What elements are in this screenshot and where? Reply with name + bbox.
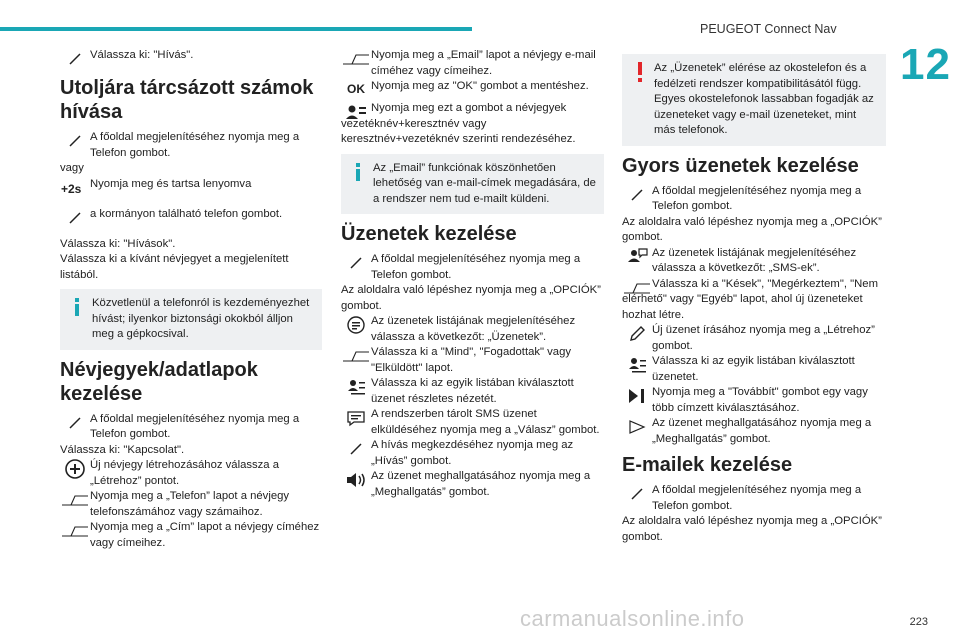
touch-icon xyxy=(622,184,652,206)
plus-circle-icon xyxy=(60,458,90,480)
list-item xyxy=(60,130,322,161)
select-calls-text: Válassza ki: "Hívás". xyxy=(90,49,194,61)
tab-icon xyxy=(60,489,90,511)
speaker-icon xyxy=(341,469,371,491)
touch-icon xyxy=(60,130,90,152)
quick-step-6: Válassza ki az egyik listában kiválasztott üzenetet. xyxy=(652,355,855,383)
contacts-step-5: Nyomja meg a „Cím” lapot a névjegy címéhez vagy címeihez. xyxy=(90,521,320,549)
play-icon xyxy=(622,416,652,438)
recent-step-3: a kormányon található telefon gombot. xyxy=(90,207,283,220)
info-note-text: Az „Email” funkciónak köszönhetően lehetőség van e-mail-címek megadására, de a rendszer nem tud e-mailt küldeni. xyxy=(373,161,596,205)
contacts-step-2: Válassza ki: "Kapcsolat". xyxy=(60,443,185,456)
info-icon xyxy=(348,161,370,183)
warning-note xyxy=(622,54,886,146)
email-mgmt-step-2: Az aloldalra való lépéshez nyomja meg a „OPCIÓK” gombot. xyxy=(622,515,882,543)
recent-step-2: Nyomja meg és tartsa lenyomva xyxy=(90,177,252,190)
list-item xyxy=(60,412,322,443)
contacts-step-1: A főoldal megjelenítéséhez nyomja meg a Telefon gombot. xyxy=(90,412,300,440)
quick-step-2: Az aloldalra való lépéshez nyomja meg a „OPCIÓK” gombot. xyxy=(622,215,882,243)
recent-step-1: A főoldal megjelenítéséhez nyomja meg a Telefon gombot. xyxy=(90,131,300,159)
info-note xyxy=(341,154,604,215)
msgs-step-7: A hívás megkezdéséhez nyomja meg az „Hívás” gombot. xyxy=(371,439,574,467)
msgs-step-3: Az üzenetek listájának megjelenítéséhez válassza a következőt: „Üzenetek”. xyxy=(371,315,576,343)
list-item xyxy=(622,483,886,514)
email-step-3: Nyomja meg ezt a gombot a névjegyek vezetéknév+keresztnév vagy keresztnév+vezetéknév szerinti rendezéséhez. xyxy=(341,102,576,145)
contacts-step-3: Új névjegy létrehozásához válassza a „Létrehoz” pontot. xyxy=(90,459,280,487)
warning-icon xyxy=(629,61,651,83)
list-item xyxy=(341,407,604,438)
detail-view-icon xyxy=(341,376,371,398)
ok-icon: OK xyxy=(347,82,365,97)
info-note xyxy=(60,289,322,350)
contacts-step-4: Nyomja meg a „Telefon” lapot a névjegy telefonszámához vagy számaihoz. xyxy=(90,490,290,518)
msgs-step-4: Válassza ki a "Mind", "Fogadottak" vagy "Elküldött" lapot. xyxy=(371,346,572,374)
list-item xyxy=(341,376,604,407)
quick-step-8: Az üzenet meghallgatásához nyomja meg a „Meghallgatás” gombot. xyxy=(652,417,872,445)
header-accent-bar xyxy=(0,27,472,31)
list-item xyxy=(60,489,322,520)
page-number: 223 xyxy=(909,616,928,628)
recent-step-4: Válassza ki: "Hívások". xyxy=(60,237,176,250)
message-list-icon xyxy=(341,314,371,336)
list-item xyxy=(60,458,322,489)
touch-icon xyxy=(622,483,652,505)
list-item xyxy=(622,385,886,416)
warning-note-text: Az „Üzenetek” elérése az okostelefon és a fedélzeti rendszer kompatibilitásától függ. Egyes okostelefonok lassabban fogadják az üzeneteket vagy e-mail üzeneteket, mint más telefonok. xyxy=(654,62,874,136)
quick-step-4: Válassza ki a "Kések", "Megérkeztem", "Nem elérhető" vagy "Egyéb" lapot, ahol új üzeneteket hozhat létre. xyxy=(622,277,878,321)
heading-contacts: Névjegyek/adatlapok kezelése xyxy=(60,358,258,405)
heading-recent-calls: Utoljára tárcsázott számok hívása xyxy=(60,77,314,123)
forward-icon xyxy=(622,385,652,407)
list-item xyxy=(60,177,322,199)
column-1 xyxy=(60,48,322,551)
touch-icon xyxy=(60,48,90,70)
quick-step-3: Az üzenetek listájának megjelenítéséhez válassza a következőt: „SMS-ek”. xyxy=(652,246,857,274)
list-item xyxy=(60,48,322,70)
watermark: carmanualsonline.info xyxy=(520,606,745,631)
recent-step-5: Válassza ki a kívánt névjegyet a megjelenített listából. xyxy=(60,253,289,281)
quick-step-7: Nyomja meg a "Továbbít" gombot egy vagy több címzett kiválasztásához. xyxy=(652,386,868,414)
list-item xyxy=(341,345,604,376)
sms-icon xyxy=(622,246,652,268)
quick-step-5: Új üzenet írásához nyomja meg a „Létrehoz” gombot. xyxy=(652,324,875,352)
msgs-step-6: A rendszerben tárolt SMS üzenet elküldéséhez nyomja meg a „Válasz” gombot. xyxy=(371,408,600,436)
list-item xyxy=(60,207,322,229)
list-item xyxy=(622,246,886,277)
list-item xyxy=(341,79,604,101)
list-item xyxy=(341,314,604,345)
list-item xyxy=(622,416,886,447)
chapter-number: 12 xyxy=(900,40,951,89)
tab-icon xyxy=(341,48,371,70)
msgs-step-5: Válassza ki az egyik listában kiválasztott üzenet részletes nézetét. xyxy=(371,377,574,405)
column-2 xyxy=(341,48,604,500)
touch-icon xyxy=(341,252,371,274)
touch-icon xyxy=(60,412,90,434)
heading-quick-messages: Gyors üzenetek kezelése xyxy=(622,154,859,177)
list-item xyxy=(341,252,604,283)
tab-icon xyxy=(60,520,90,542)
pencil-icon xyxy=(622,323,652,345)
header-title: PEUGEOT Connect Nav xyxy=(700,22,837,36)
touch-icon xyxy=(60,207,90,229)
msgs-step-8: Az üzenet meghallgatásához nyomja meg a „Meghallgatás” gombot. xyxy=(371,470,591,498)
info-note-text: Közvetlenül a telefonról is kezdeményezhet hívást; ilyenkor biztonsági okokból álljon meg a gépkocsival. xyxy=(92,297,310,340)
email-mgmt-step-1: A főoldal megjelenítéséhez nyomja meg a Telefon gombot. xyxy=(652,484,862,512)
email-step-2: Nyomja meg az "OK" gombot a mentéshez. xyxy=(371,80,589,92)
list-item xyxy=(622,354,886,385)
touch-icon xyxy=(341,438,371,460)
email-step-1: Nyomja meg a „Email” lapot a névjegy e-mail címéhez vagy címeihez. xyxy=(371,49,596,77)
list-item xyxy=(622,323,886,354)
quick-step-1: A főoldal megjelenítéséhez nyomja meg a Telefon gombot. xyxy=(652,184,862,212)
msgs-step-1: A főoldal megjelenítéséhez nyomja meg a Telefon gombot. xyxy=(371,253,581,281)
list-item xyxy=(341,48,604,79)
svg-text:+2s: +2s xyxy=(61,181,82,196)
column-3 xyxy=(622,48,886,545)
heading-emails: E-mailek kezelése xyxy=(622,454,793,476)
list-item xyxy=(341,469,604,500)
list-item xyxy=(622,184,886,215)
detail-view-icon xyxy=(622,354,652,376)
press-2s-icon xyxy=(60,177,90,199)
reply-icon xyxy=(341,407,371,429)
msgs-step-2: Az aloldalra való lépéshez nyomja meg a „OPCIÓK” gombot. xyxy=(341,284,601,312)
info-icon xyxy=(67,296,89,318)
tab-icon xyxy=(341,345,371,367)
list-item xyxy=(60,520,322,551)
or-text: vagy xyxy=(60,162,84,174)
list-item xyxy=(341,438,604,469)
heading-messages: Üzenetek kezelése xyxy=(341,223,517,245)
